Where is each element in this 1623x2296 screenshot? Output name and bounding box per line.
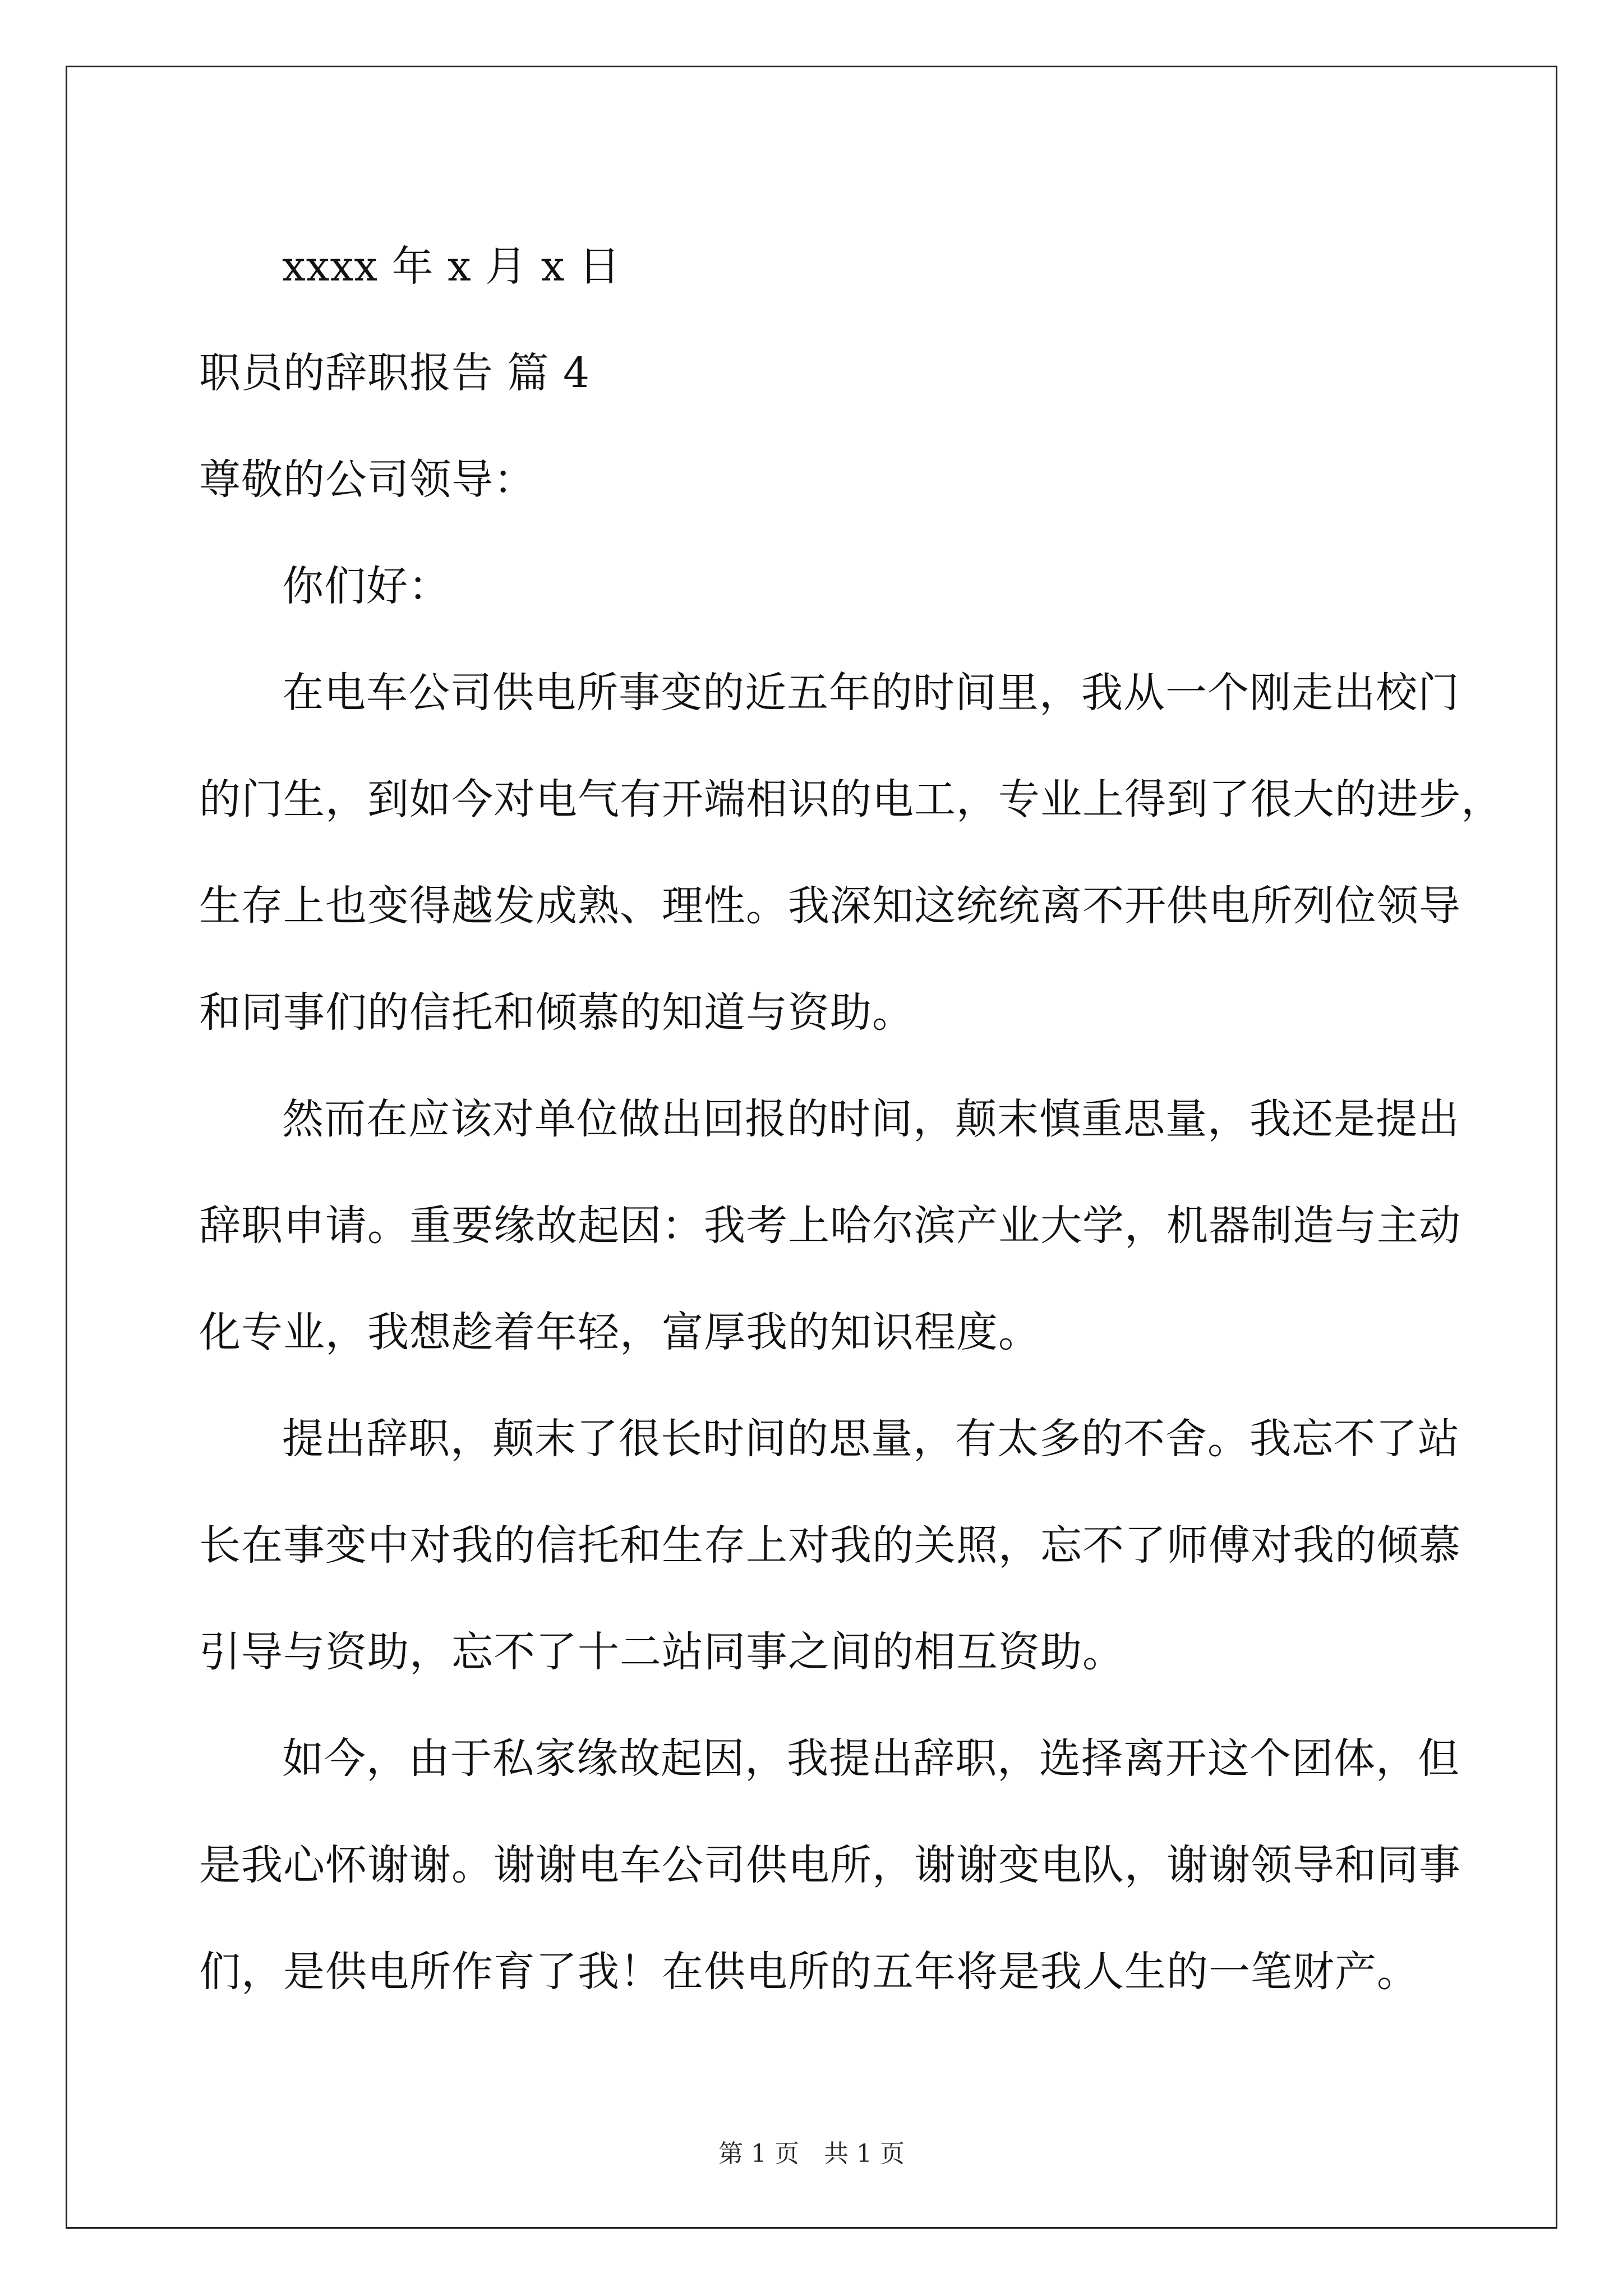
document-title: 职员的辞职报告 篇 4: [199, 349, 591, 397]
paragraph-1-line-4: 和同事们的信托和倾慕的知道与资助。: [199, 988, 914, 1037]
paragraph-2-line-3: 化专业，我想趁着年轻，富厚我的知识程度。: [199, 1308, 1040, 1356]
paragraph-3-line-2: 长在事变中对我的信托和生存上对我的关照，忘不了师傅对我的倾慕: [199, 1521, 1461, 1570]
paragraph-4-line-2: 是我心怀谢谢。谢谢电车公司供电所，谢谢变电队，谢谢领导和同事: [199, 1841, 1461, 1889]
paragraph-1-line-2: 的门生，到如今对电气有开端相识的电工，专业上得到了很大的进步，: [199, 775, 1503, 823]
paragraph-4-line-3: 们，是供电所作育了我！在供电所的五年将是我人生的一笔财产。: [199, 1948, 1419, 1996]
salutation: 尊敬的公司领导：: [199, 455, 536, 504]
paragraph-2-line-2: 辞职申请。重要缘故起因：我考上哈尔滨产业大学，机器制造与主动: [199, 1202, 1461, 1250]
date-line: xxxx 年 x 月 x 日: [282, 242, 621, 291]
paragraph-3-line-3: 引导与资助，忘不了十二站同事之间的相互资助。: [199, 1628, 1124, 1676]
paragraph-3-line-1: 提出辞职，颠末了很长时间的思量，有太多的不舍。我忘不了站: [282, 1415, 1460, 1463]
paragraph-4-line-1: 如今，由于私家缘故起因，我提出辞职，选择离开这个团体，但: [282, 1734, 1460, 1783]
paragraph-1-line-1: 在电车公司供电所事变的近五年的时间里，我从一个刚走出校门: [282, 669, 1460, 717]
greeting: 你们好：: [282, 562, 450, 610]
document-body: [199, 213, 1503, 2025]
paragraph-2-line-1: 然而在应该对单位做出回报的时间，颠末慎重思量，我还是提出: [282, 1095, 1460, 1143]
paragraph-1-line-3: 生存上也变得越发成熟、理性。我深知这统统离不开供电所列位领导: [199, 882, 1461, 930]
page-number-footer: 第 1 页 共 1 页: [718, 2139, 905, 2168]
